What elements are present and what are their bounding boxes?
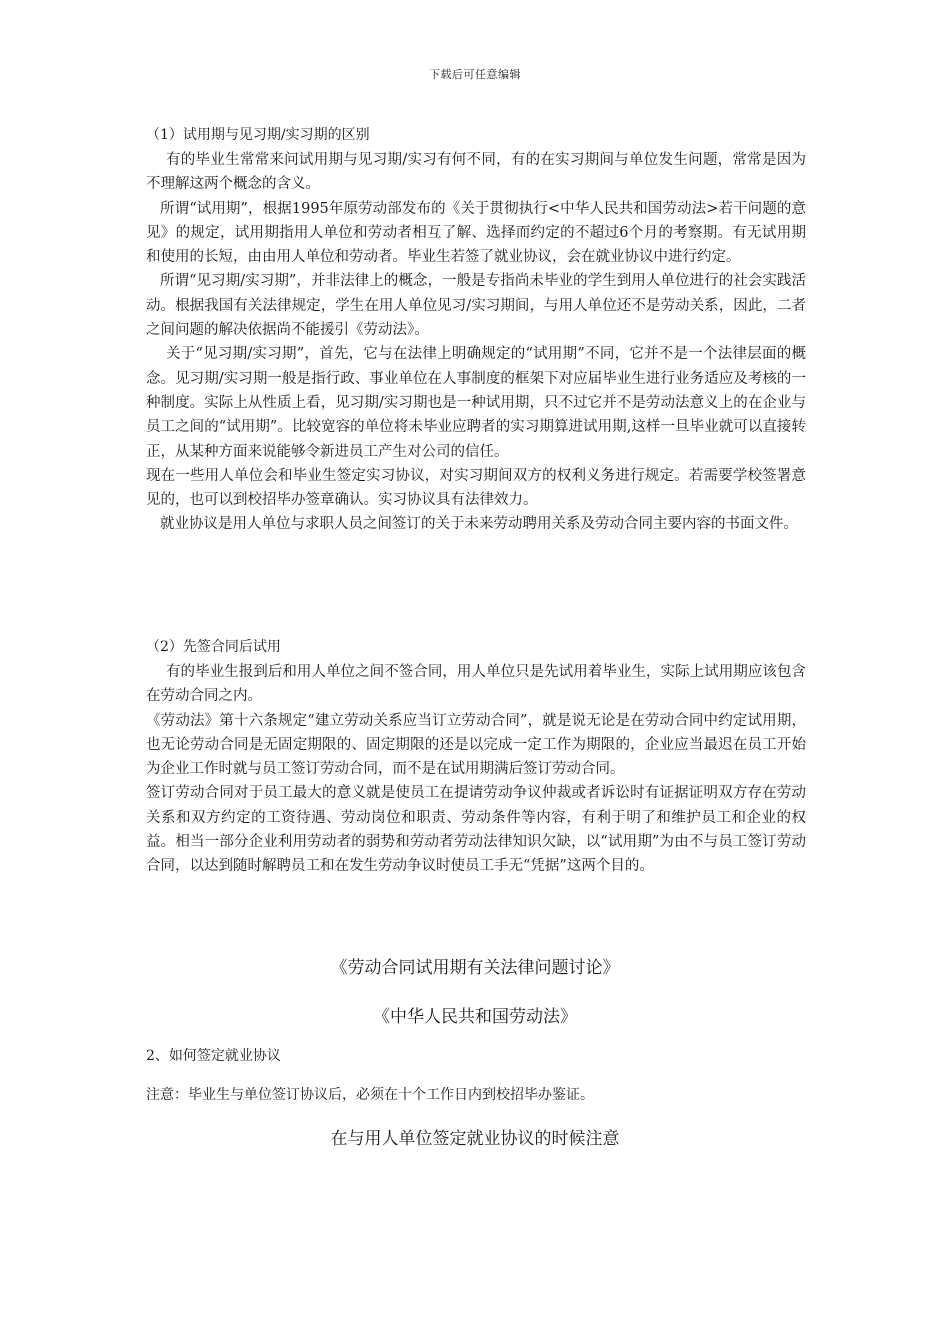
paragraph: 现在一些用人单位会和毕业生签定实习协议，对实习期间双方的权利义务进行规定。若需要学校签署意见的，也可以到校招毕办签章确认。实习协议具有法律效力。 xyxy=(146,467,806,509)
section-2-title: （2）先签合同后试用 xyxy=(146,639,281,655)
paragraph: 《劳动法》第十六条规定“建立劳动关系应当订立劳动合同”，就是说无论是在劳动合同中约定试用期，也无论劳动合同是无固定期限的、固定期限的还是以完成一定工作为期限的，企业应当最迟在员工开始为企业工作时就与员工签订劳动合同，而不是在试用期满后签订劳动合同。 xyxy=(146,712,806,778)
center-title: 在与用人单位签定就业协议的时候注意 xyxy=(330,1129,620,1149)
note-text: 注意：毕业生与单位签订协议后，必须在十个工作日内到校招毕办鉴证。 xyxy=(146,1087,594,1103)
section-2 xyxy=(146,636,806,879)
center-title: 《劳动合同试用期有关法律问题讨论》 xyxy=(330,958,620,978)
paragraph: 关于“见习期/实习期”，首先，它与在法律上明确规定的“试用期”不同，它并不是一个法律层面的概念。见习期/实习期一般是指行政、事业单位在人事制度的框架下对应届毕业生进行业务适应及考核的一种制度。实际上从性质上看，见习期/实习期也是一种试用期，只不过它并不是劳动法意义上的在企业与员工之间的“试用期”。比较宽容的单位将未毕业应聘者的实习期算进试用期,这样一旦毕业就可以直接转正，从某种方面来说能够令新进员工产生对公司的信任。 xyxy=(146,346,806,460)
item-2-heading: 2、如何签定就业协议 xyxy=(146,1048,281,1064)
paragraph: 签订劳动合同对于员工最大的意义就是使员工在提请劳动争议仲裁或者诉讼时有证据证明双方存在劳动关系和双方约定的工资待遇、劳动岗位和职责、劳动条件等内容，有利于明了和维护员工和企业的权益。相当一部分企业利用劳动者的弱势和劳动者劳动法律知识欠缺，以“试用期”为由不与员工签订劳动合同，以达到随时解聘员工和在发生劳动争议时使员工手无“凭据”这两个目的。 xyxy=(146,785,806,875)
center-title: 《中华人民共和国劳动法》 xyxy=(373,1007,577,1027)
paragraph: 有的毕业生常常来问试用期与见习期/实习有何不同，有的在实习期间与单位发生问题，常常是因为不理解这两个概念的含义。 xyxy=(146,152,806,193)
paragraph: 所谓“见习期/实习期”，并非法律上的概念，一般是专指尚未毕业的学生到用人单位进行的社会实践活动。根据我国有关法律规定，学生在用人单位见习/实习期间，与用人单位还不是劳动关系，因此，二者之间问题的解决依据尚不能援引《劳动法》。 xyxy=(146,273,806,339)
paragraph: 就业协议是用人单位与求职人员之间签订的关于未来劳动聘用关系及劳动合同主要内容的书面文件。 xyxy=(160,516,798,533)
paragraph: 有的毕业生报到后和用人单位之间不签合同，用人单位只是先试用着毕业生，实际上试用期应该包含在劳动合同之内。 xyxy=(146,664,806,705)
section-1-title: （1）试用期与见习期/实习期的区别 xyxy=(146,127,370,143)
paragraph: 所谓“试用期”，根据1995年原劳动部发布的《关于贯彻执行<中华人民共和国劳动法>若干问题的意见》的规定，试用期指用人单位和劳动者相互了解、选择而约定的不超过6个月的考察期。有无试用期和使用的长短，由由用人单位和劳动者。毕业生若签了就业协议，会在就业协议中进行约定。 xyxy=(146,200,806,266)
page-header: 下载后可任意编辑 xyxy=(429,68,521,81)
section-1 xyxy=(146,124,806,537)
